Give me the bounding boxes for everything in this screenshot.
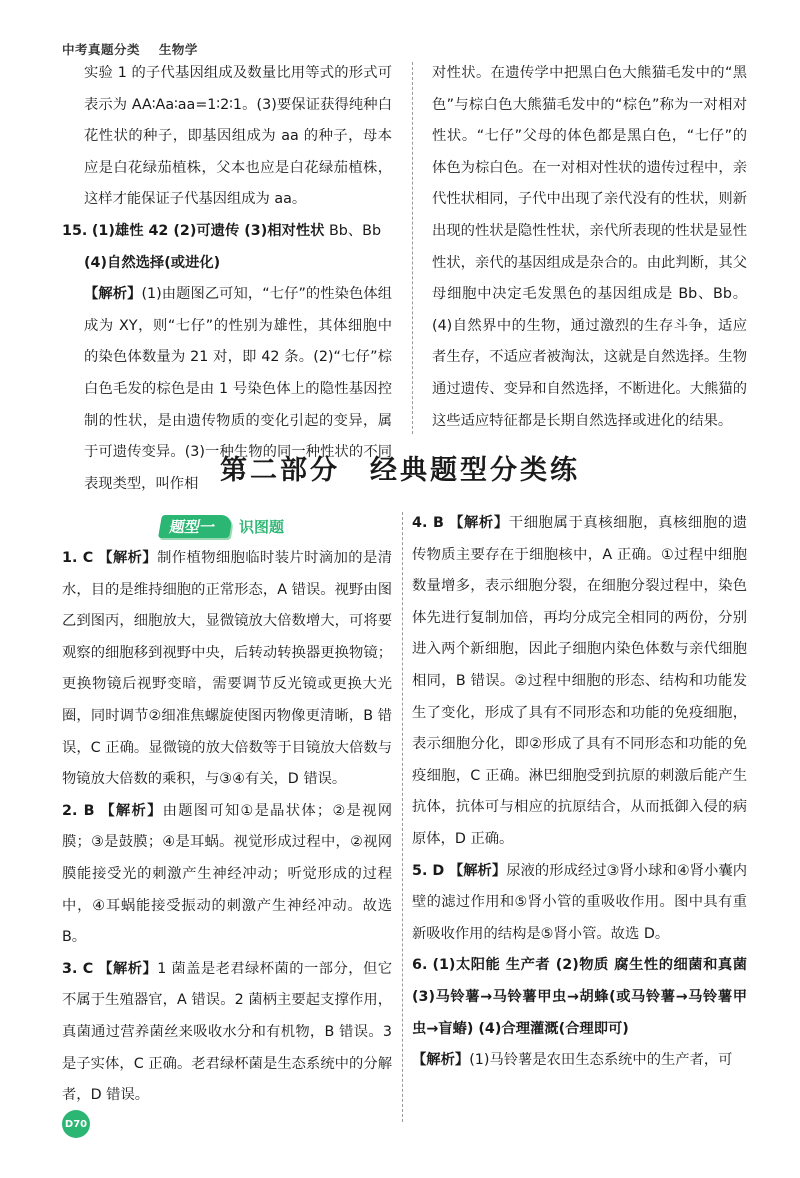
analysis-tag: 【解析】 [449, 515, 509, 531]
section-part: 第二部分 [220, 455, 340, 486]
answer-3 [62, 954, 392, 1112]
answer-4 [412, 508, 747, 856]
analysis-tag: 【解析】 [98, 960, 158, 977]
answer-1 [62, 543, 392, 796]
question-number: 4. B [412, 515, 444, 531]
analysis-text: 制作植物细胞临时装片时滴加的是清水，目的是维持细胞的正常形态，A 错误。视野由图乙到图丙，细胞放大，显微镜放大倍数增大，可将要观察的细胞移到视野中央，后转动转换器更换物镜；更换物镜后视野变暗，需要调节反光镜或更换大光圈，同时调节②细准焦螺旋使图丙物像更清晰，B 错误，C 正确。显微镜的放大倍数等于目镜放大倍数与物镜放大倍数的乘积，与③④有关，D 错误。 [62, 550, 393, 788]
analysis-tag: 【解析】 [100, 802, 163, 819]
question-number: 5. D [412, 862, 445, 879]
header-subject: 生物学 [158, 42, 198, 57]
continued-paragraph: 实验 1 的子代基因组成及数量比用等式的形式可表示为 AA∶Aa∶aa=1∶2∶1。(3)要保证获得纯种白花性状的种子，即基因组成为 aa 的种子，母本应是白花绿茄植株，父本也应是白花绿茄植株，这样才能保证子代基因组成为 aa。 [84, 65, 392, 208]
question-number: 6. [412, 957, 428, 974]
question-number: 1. C [62, 550, 94, 566]
top-right-column [432, 58, 747, 437]
question-number: 15. [62, 222, 88, 239]
answer-keys: (1)太阳能 生产者 (2)物质 腐生性的细菌和真菌 (3)马铃薯→马铃薯甲虫→胡蜂(或马铃薯→马铃薯甲虫→盲蝽) (4)合理灌溉(合理即可) [412, 957, 747, 1037]
question-type-label: 识图题 [239, 517, 285, 536]
question-type-banner [160, 513, 284, 539]
question-number: 2. B [62, 802, 95, 819]
page-number-badge [62, 1110, 90, 1138]
section-title [0, 448, 800, 487]
header-series: 中考真题分类 [62, 42, 141, 57]
answer-keys: (1)雄性 42 (2)可遗传 (3)相对性状 [91, 222, 325, 239]
answer-15-line2: (4)自然选择(或进化) [84, 254, 221, 271]
analysis-tag: 【解析】 [98, 550, 158, 566]
running-header [62, 40, 212, 58]
analysis-text: (1)马铃薯是农田生态系统中的生产者，可 [469, 1052, 733, 1069]
question-type-badge: 题型一 [158, 515, 233, 538]
analysis-tag: 【解析】 [448, 862, 507, 879]
page-number: D70 [64, 1118, 88, 1130]
analysis-text: 由题图可知①是晶状体；②是视网膜；③是鼓膜；④是耳蜗。视觉形成过程中，②视网膜能接受光的刺激产生神经冲动；听觉形成的过程中，④耳蜗能接受振动的刺激产生神经冲动。故选 B。 [62, 802, 392, 946]
analysis-text: (1)由题图乙可知，“七仔”的性染色体组成为 XY，则“七仔”的性别为雄性，其体细胞中的染色体数量为 21 对，即 42 条。(2)“七仔”棕白色毛发的棕色是由 1 号染色体上的隐性基因控制的性状，是由遗传物质的变化引起的变异，属于可遗传变异。(3)一种生物的同一种性状的不同表现类型，叫作相 [84, 286, 392, 492]
answer-15-line1 [62, 216, 392, 248]
answer-genes: Bb、Bb [324, 222, 382, 239]
analysis-tag: 【解析】 [412, 1052, 470, 1069]
column-divider-top [412, 62, 413, 434]
answer-2 [62, 796, 392, 954]
answer-6-analysis [412, 1045, 747, 1077]
question-number: 3. C [62, 960, 94, 977]
analysis-text: 干细胞属于真核细胞，真核细胞的遗传物质主要存在于细胞核中，A 正确。①过程中细胞数量增多，表示细胞分裂，在细胞分裂过程中，染色体先进行复制加倍，再均分成完全相同的两份，分别进入两个新细胞，因此子细胞内染色体数与亲代细胞相同，B 错误。②过程中细胞的形态、结构和功能发生了变化，形成了具有不同形态和功能的免疫细胞，表示细胞分化，即②形成了具有不同形态和功能的免疫细胞，C 正确。淋巴细胞受到抗原的刺激后能产生抗体，抗体可与相应的抗原结合，从而抵御入侵的病原体，D 正确。 [412, 515, 748, 847]
top-left-column [62, 58, 392, 500]
bottom-right-column [412, 508, 747, 1077]
section-name: 经典题型分类练 [370, 455, 580, 486]
continued-analysis: 对性状。在遗传学中把黑白色大熊猫毛发中的“黑色”与棕白色大熊猫毛发中的“棕色”称为一对相对性状。“七仔”父母的体色都是黑白色，“七仔”的体色为棕白色。在一对相对性状的遗传过程中，亲代性状相同，子代中出现了亲代没有的性状，则新出现的性状是隐性性状，亲代所表现的性状是显性性状，亲代的基因组成是杂合的。由此判断，其父母细胞中决定毛发黑色的基因组成是 Bb、Bb。(4)自然界中的生物，通过激烈的生存斗争，适应者生存，不适应者被淘汰，这就是自然选择。生物通过遗传、变异和自然选择，不断进化。大熊猫的这些适应特征都是长期自然选择或进化的结果。 [432, 65, 747, 429]
bottom-left-column [62, 543, 392, 1112]
answer-5 [412, 856, 747, 951]
answer-6 [412, 950, 747, 1045]
analysis-tag: 【解析】 [84, 286, 142, 303]
column-divider-bottom [402, 512, 403, 1122]
analysis-text: 尿液的形成经过③肾小球和④肾小囊内壁的滤过作用和⑤肾小管的重吸收作用。图中具有重新吸收作用的结构是⑤肾小管。故选 D。 [412, 862, 748, 942]
analysis-text: 1 菌盖是老君绿杯菌的一部分，但它不属于生殖器官，A 错误。2 菌柄主要起支撑作用，真菌通过营养菌丝来吸收水分和有机物，B 错误。3 是子实体，C 正确。老君绿杯菌是生态系统中的分解者，D 错误。 [62, 960, 393, 1104]
